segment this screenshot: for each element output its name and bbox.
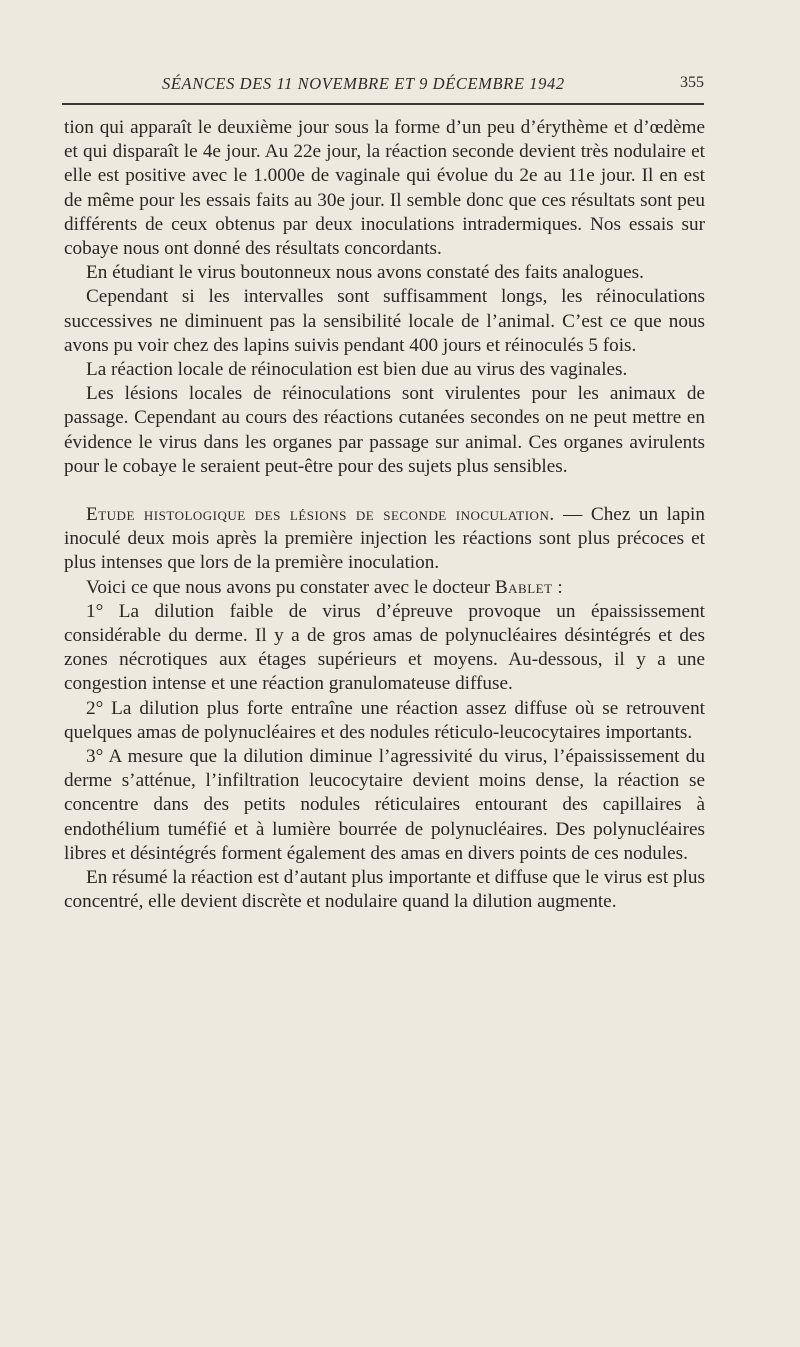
section-text: — Chez un lapin inoculé deux mois après la première injection les réactions sont plus précoces et plus intenses que lors de la première inoculation.	[64, 504, 705, 574]
section-paragraph	[64, 503, 705, 576]
list-item: 3° A mesure que la dilution diminue l’agressivité du virus, l’épaississement du derme s’atténue, l’infiltration leucocytaire devient moins dense, la réaction se concentre dans des petits nodules réticulaires entourant des capillaires à endothélium tuméfié et à lumière bourrée de polynucléaires. Des polynucléaires libres et désintégrés forment également des amas en divers points de ces nodules.	[64, 746, 705, 864]
header-rule	[62, 103, 704, 105]
paragraph: En étudiant le virus boutonneux nous avons constaté des faits analogues.	[86, 262, 644, 284]
running-header	[64, 74, 704, 96]
list-item: 1° La dilution faible de virus d’épreuve provoque un épaississement considérable du derme. Il y a de gros amas de polynucléaires désintégrés et des zones nécrotiques aux étages supérieurs et moyens. Au-dessous, il y a une congestion intense et une réaction granulomateuse diffuse.	[64, 600, 705, 695]
body-text	[64, 116, 705, 915]
running-title: SÉANCES DES 11 NOVEMBRE ET 9 DÉCEMBRE 1942	[162, 74, 565, 93]
voici-text: Voici ce que nous avons pu constater avec le docteur	[86, 576, 495, 598]
page-number: 355	[680, 74, 704, 91]
author-name: Bablet	[494, 576, 553, 598]
paragraph: Les lésions locales de réinoculations sont virulentes pour les animaux de passage. Cependant au cours des réactions cutanées secondes on ne peut mettre en évidence le virus dans les organes par passage sur animal. Ces organes avirulents pour le cobaye le seraient peut-être pour des sujets plus sensibles.	[64, 383, 705, 477]
section-heading: Etude histologique des lésions de seconde inoculation.	[86, 504, 555, 526]
conclusion: En résumé la réaction est d’autant plus importante et diffuse que le virus est plus concentré, elle devient discrète et nodulaire quand la dilution augmente.	[64, 867, 705, 913]
list-item: 2° La dilution plus forte entraîne une réaction assez diffuse où se retrouvent quelques amas de polynucléaires et des nodules réticulo-leucocytaires importants.	[64, 697, 705, 743]
paragraph: tion qui apparaît le deuxième jour sous la forme d’un peu d’érythème et d’œdème et qui disparaît le 4e jour. Au 22e jour, la réaction seconde devient très nodulaire et elle est positive avec le 1.000e de vaginale qui évolue du 2e au 11e jour. Il en est de même pour les essais faits au 30e jour. Il semble donc que ces résultats sont peu différents de ceux obtenus par deux inoculations intradermiques. Nos essais sur cobaye nous ont donné des résultats concordants.	[64, 117, 705, 260]
paragraph	[64, 576, 705, 600]
paragraph: La réaction locale de réinoculation est bien due au virus des vaginales.	[86, 359, 628, 381]
voici-end: :	[552, 576, 563, 598]
paragraph: Cependant si les intervalles sont suffisamment longs, les réinoculations successives ne diminuent pas la sensibilité locale de l’animal. C’est ce que nous avons pu voir chez des lapins suivis pendant 400 jours et réinoculés 5 fois.	[64, 286, 705, 356]
